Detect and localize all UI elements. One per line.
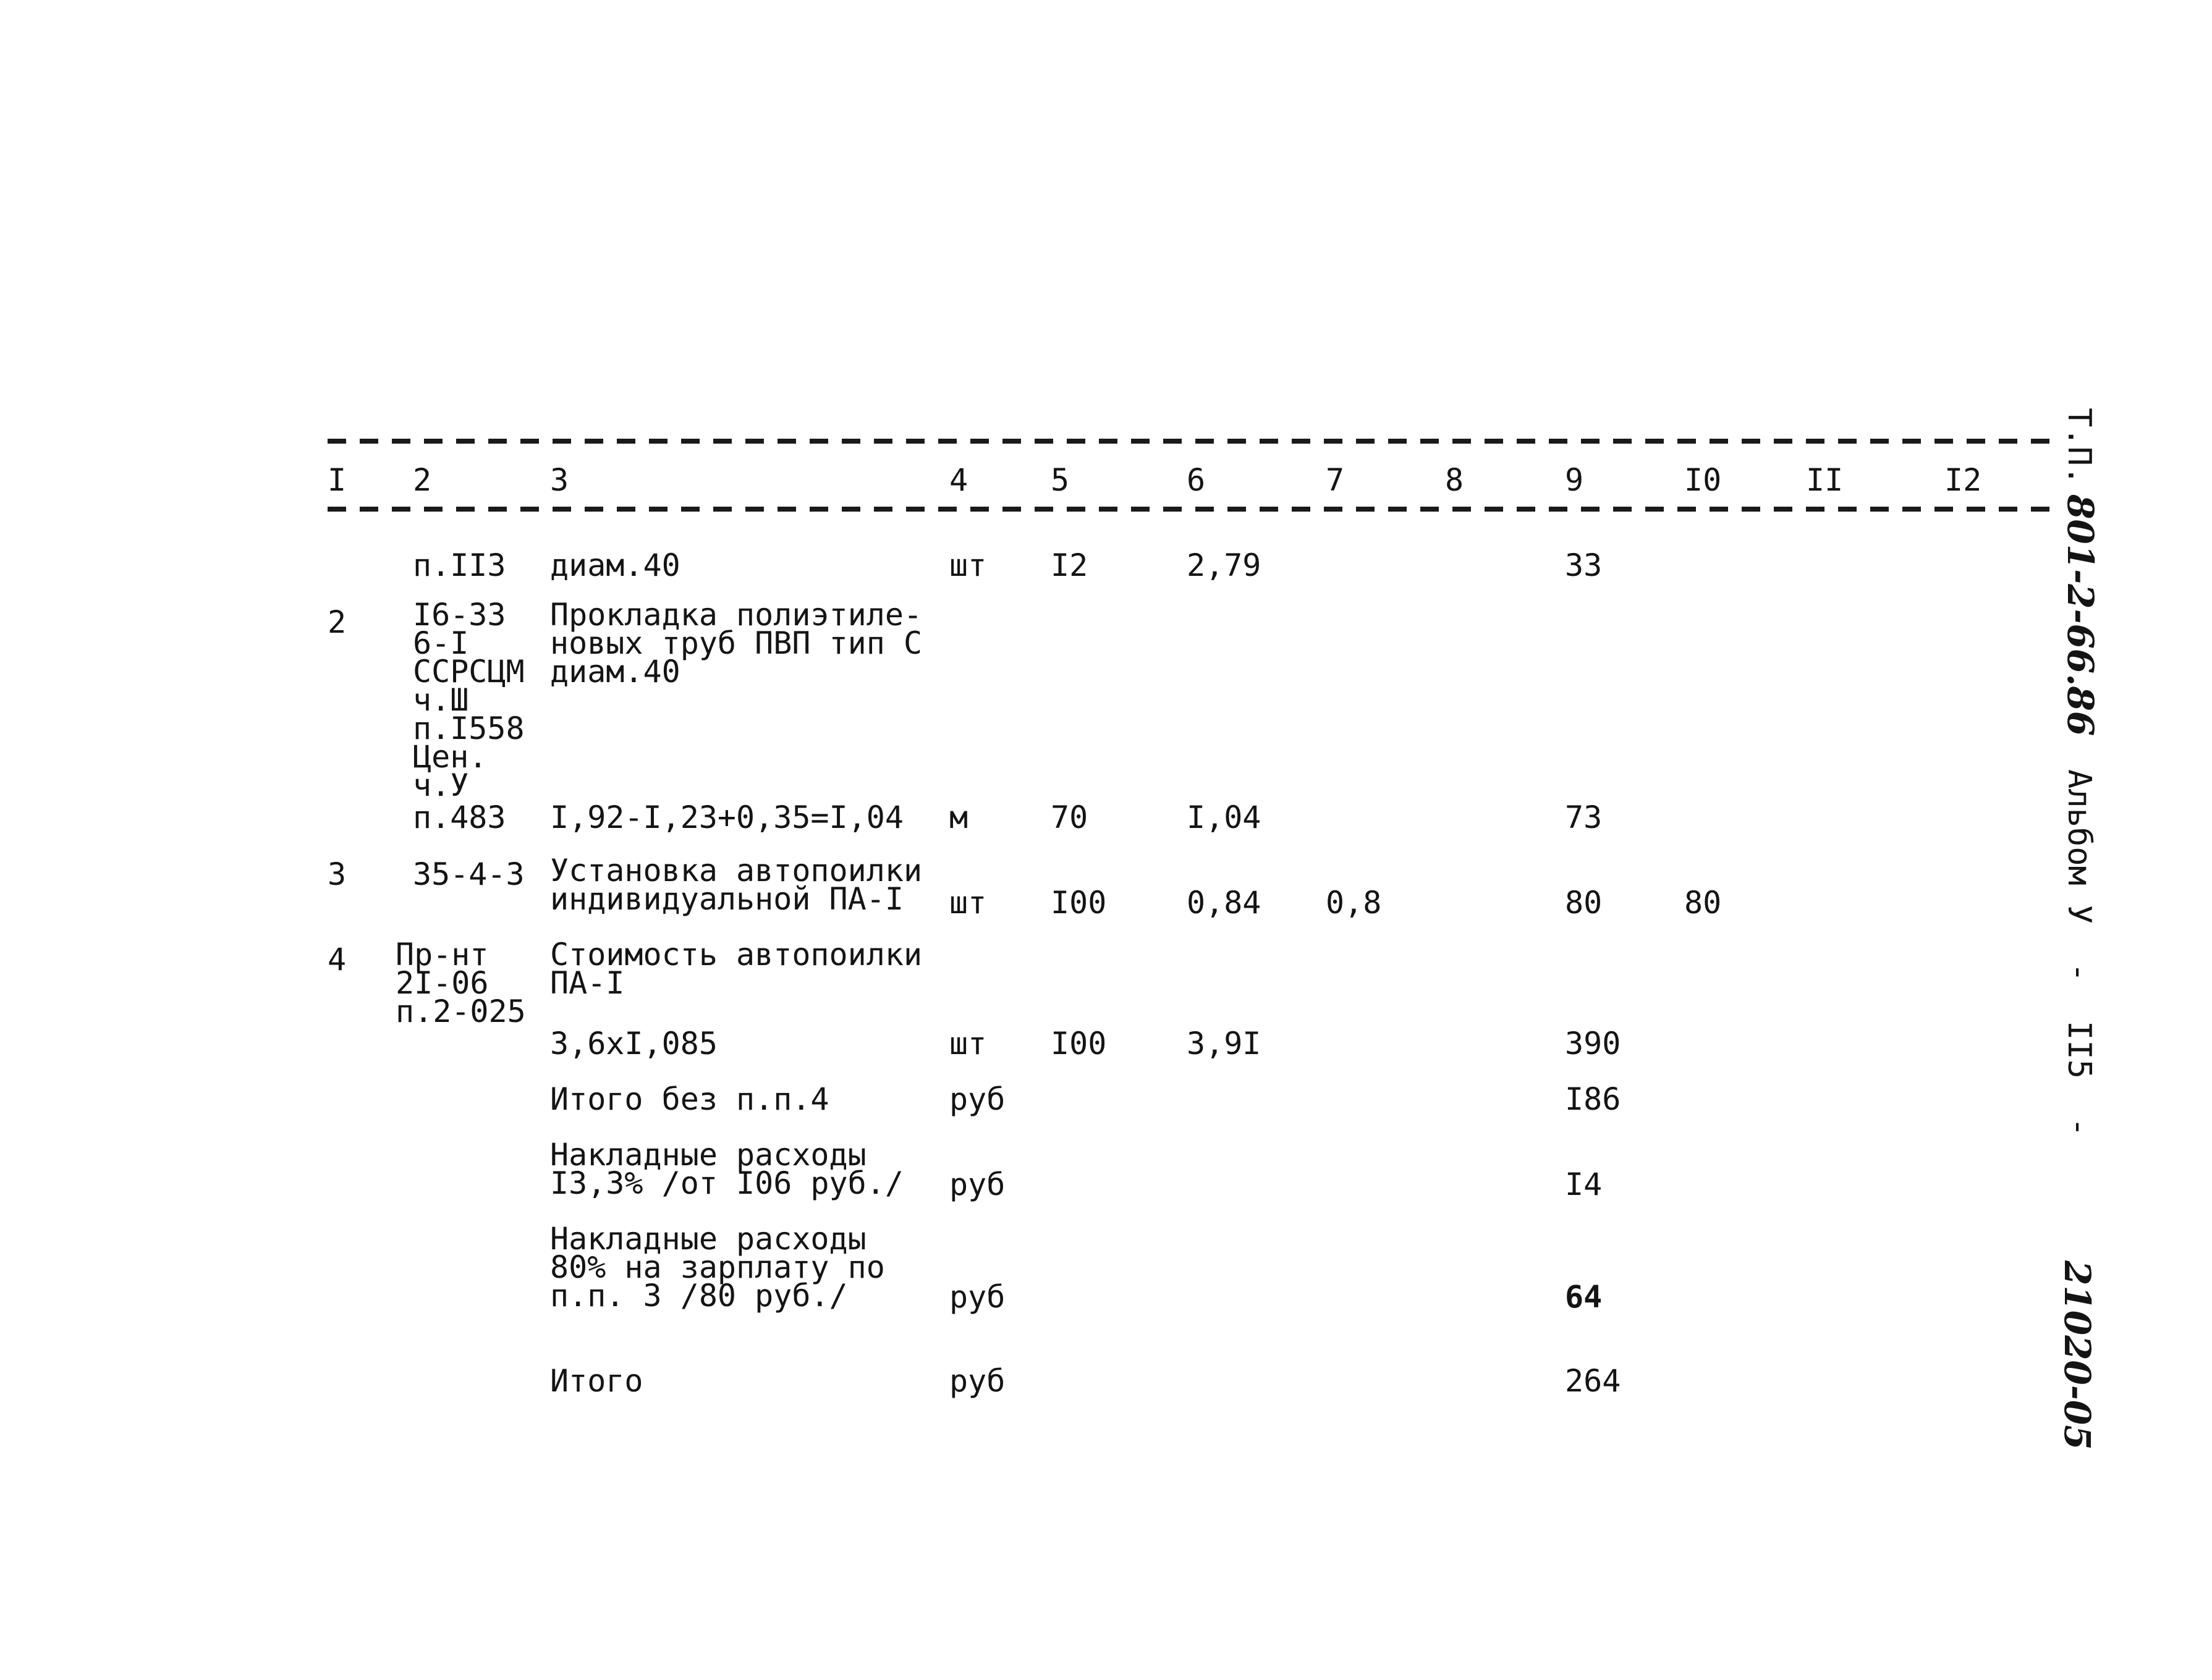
- column-header-2: 2: [413, 462, 432, 498]
- row-description: Итого: [550, 1363, 643, 1399]
- row-description: 3,6хI,085: [550, 1026, 718, 1062]
- row-reference: п.483: [413, 800, 506, 835]
- row-unit: руб: [949, 1167, 1006, 1202]
- row-reference: 35-4-3: [413, 856, 525, 892]
- column-header-5: 5: [1051, 462, 1070, 498]
- album-label: Альбом У - II5 -: [2061, 769, 2098, 1137]
- column-header-12: I2: [1944, 462, 1982, 498]
- column-header-7: 7: [1326, 462, 1345, 498]
- row-quantity: I2: [1051, 547, 1088, 583]
- row-description: Итого без п.п.4: [550, 1081, 829, 1117]
- row-description: Накладные расходы 80% на зарплату по п.п. 3 /80 руб./: [550, 1221, 885, 1314]
- header-bottom-rule: [328, 507, 2052, 512]
- row-total-labor: 80: [1684, 885, 1722, 921]
- row-number: 4: [328, 942, 347, 977]
- row-total: 64: [1565, 1279, 1603, 1315]
- column-header-3: 3: [550, 462, 569, 498]
- row-description: Стоимость автопоилки ПА-I: [550, 937, 923, 1001]
- row-unit: шт: [949, 1026, 987, 1062]
- column-header-4: 4: [949, 462, 968, 498]
- row-unit-price: 2,79: [1187, 547, 1261, 583]
- row-description: Накладные расходы I3,3% /от I06 руб./: [550, 1137, 904, 1201]
- row-unit: руб: [949, 1279, 1006, 1315]
- row-unit-price: I,04: [1187, 800, 1261, 835]
- row-reference: Пр-нт 2I-06 п.2-025: [396, 937, 526, 1029]
- project-number: 801-2-66.86: [2059, 494, 2101, 737]
- row-description: Прокладка полиэтиле- новых труб ПВП тип С диам.40: [550, 597, 923, 690]
- row-number: 2: [328, 604, 347, 640]
- row-unit-price: 0,84: [1187, 885, 1261, 921]
- row-unit: м: [949, 800, 968, 835]
- column-header-8: 8: [1445, 462, 1464, 498]
- row-quantity: 70: [1051, 800, 1088, 835]
- row-unit: шт: [949, 885, 987, 921]
- row-unit: руб: [949, 1081, 1006, 1117]
- row-number: 3: [328, 856, 347, 892]
- column-header-11: II: [1806, 462, 1844, 498]
- row-total: 33: [1565, 547, 1603, 583]
- column-header-10: I0: [1684, 462, 1722, 498]
- row-description: I,92-I,23+0,35=I,04: [550, 800, 904, 835]
- row-labor-cost: 0,8: [1326, 885, 1382, 921]
- row-quantity: I00: [1051, 885, 1107, 921]
- project-prefix: Т.П.: [2061, 408, 2098, 486]
- row-description: диам.40: [550, 547, 680, 583]
- row-quantity: I00: [1051, 1026, 1107, 1062]
- column-header-1: I: [328, 462, 347, 498]
- row-total: 73: [1565, 800, 1603, 835]
- row-unit: руб: [949, 1363, 1006, 1399]
- row-unit: шт: [949, 547, 987, 583]
- row-total: 390: [1565, 1026, 1621, 1062]
- row-unit-price: 3,9I: [1187, 1026, 1261, 1062]
- column-header-9: 9: [1565, 462, 1584, 498]
- header-top-rule: [328, 439, 2052, 444]
- inventory-number: 21020-05: [2056, 1260, 2098, 1450]
- row-reference: п.II3: [413, 547, 506, 583]
- row-total: I86: [1565, 1081, 1621, 1117]
- row-reference: I6-33 6-I ССРСЦМ ч.Ш п.I558 Цен. ч.У: [413, 597, 525, 803]
- column-header-6: 6: [1187, 462, 1206, 498]
- row-description: Установка автопоилки индивидуальной ПА-I: [550, 853, 923, 917]
- row-total: 264: [1565, 1363, 1621, 1399]
- row-total: I4: [1565, 1167, 1603, 1202]
- row-total: 80: [1565, 885, 1603, 921]
